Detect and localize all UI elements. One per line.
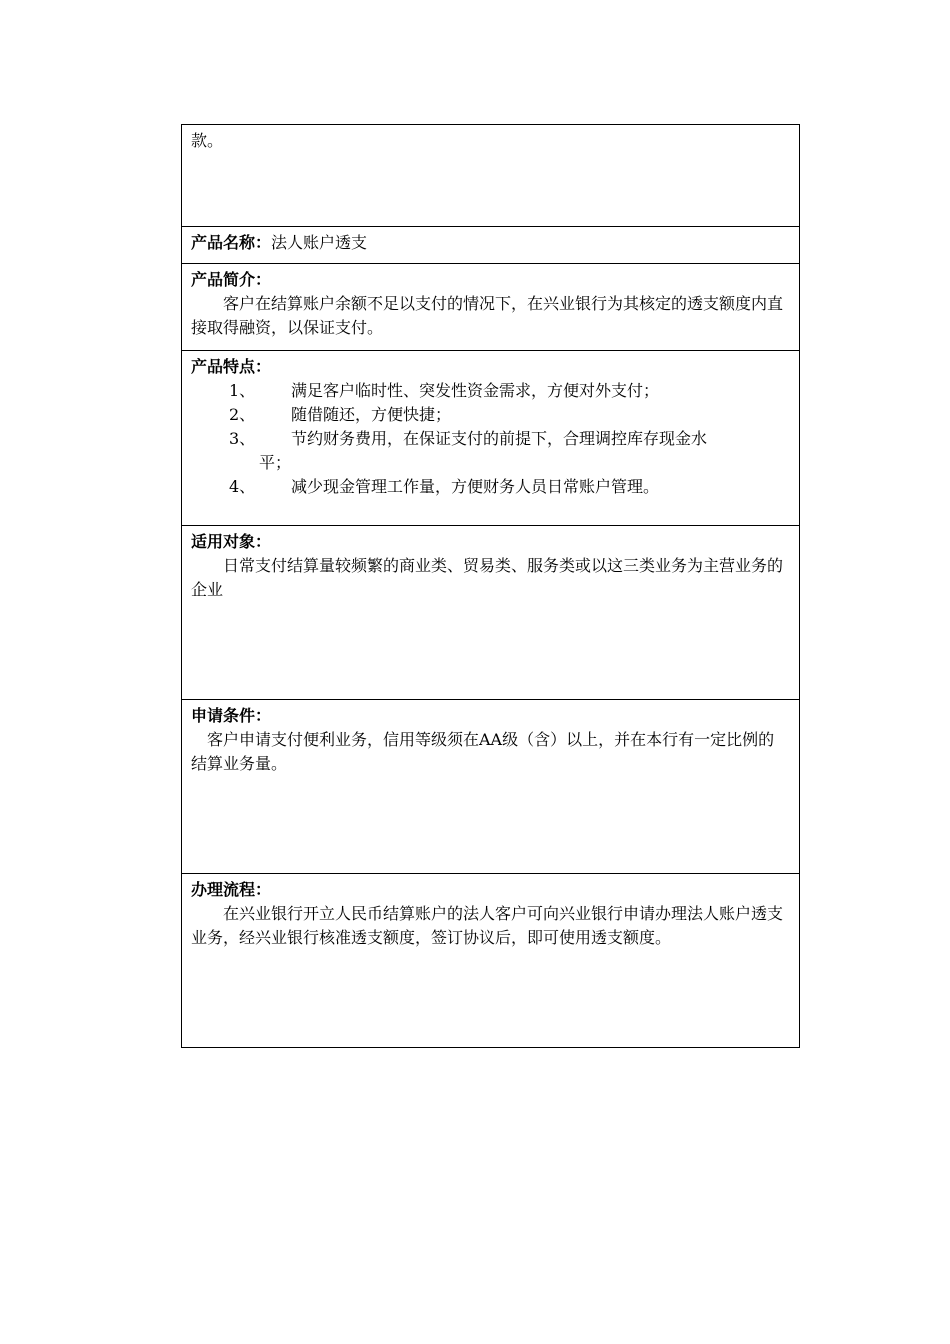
feature-item xyxy=(191,427,790,475)
feature-text: 节约财务费用，在保证支付的前提下，合理调控库存现金水 xyxy=(291,429,708,448)
process-label: 办理流程： xyxy=(191,880,272,899)
process-text: 在兴业银行开立人民币结算账户的法人客户可向兴业银行申请办理法人账户透支业务，经兴业银行核准透支额度，签订协议后，即可使用透支额度。 xyxy=(191,904,784,947)
intro-text: 客户在结算账户余额不足以支付的情况下，在兴业银行为其核定的透支额度内直接取得融资，以保证支付。 xyxy=(191,294,784,337)
features-row xyxy=(182,351,800,526)
target-text: 日常支付结算量较频繁的商业类、贸易类、服务类或以这三类业务为主营业务的企业 xyxy=(191,556,784,599)
feature-item xyxy=(191,475,790,499)
feature-number: 3、 xyxy=(229,429,256,448)
conditions-cell xyxy=(182,700,800,874)
target-row xyxy=(182,526,800,700)
conditions-text: 客户申请支付便利业务，信用等级须在AA级（含）以上，并在本行有一定比例的结算业务量。 xyxy=(191,730,775,773)
intro-row xyxy=(182,264,800,351)
feature-number: 4、 xyxy=(229,477,256,496)
target-cell xyxy=(182,526,800,700)
features-label: 产品特点： xyxy=(191,357,272,376)
intro-cell xyxy=(182,264,800,351)
conditions-row xyxy=(182,700,800,874)
intro-label: 产品简介： xyxy=(191,270,272,289)
feature-text: 随借随还，方便快捷； xyxy=(291,405,452,424)
continuation-text: 款。 xyxy=(191,131,224,150)
feature-item xyxy=(191,379,790,403)
features-cell xyxy=(182,351,800,526)
feature-number: 2、 xyxy=(229,405,256,424)
feature-text: 满足客户临时性、突发性资金需求，方便对外支付； xyxy=(291,381,660,400)
feature-number: 1、 xyxy=(229,381,256,400)
process-cell xyxy=(182,874,800,1048)
product-name-value: 法人账户透支 xyxy=(271,233,368,252)
feature-item xyxy=(191,403,790,427)
continuation-cell xyxy=(182,125,800,227)
product-name-label: 产品名称： xyxy=(191,233,272,252)
product-info-table xyxy=(181,124,800,1048)
process-row xyxy=(182,874,800,1048)
conditions-label: 申请条件： xyxy=(191,706,272,725)
feature-text-continuation: 平； xyxy=(259,453,292,472)
continuation-row xyxy=(182,125,800,227)
product-name-cell xyxy=(182,227,800,264)
product-name-row xyxy=(182,227,800,264)
feature-text: 减少现金管理工作量，方便财务人员日常账户管理。 xyxy=(291,477,660,496)
target-label: 适用对象： xyxy=(191,532,272,551)
